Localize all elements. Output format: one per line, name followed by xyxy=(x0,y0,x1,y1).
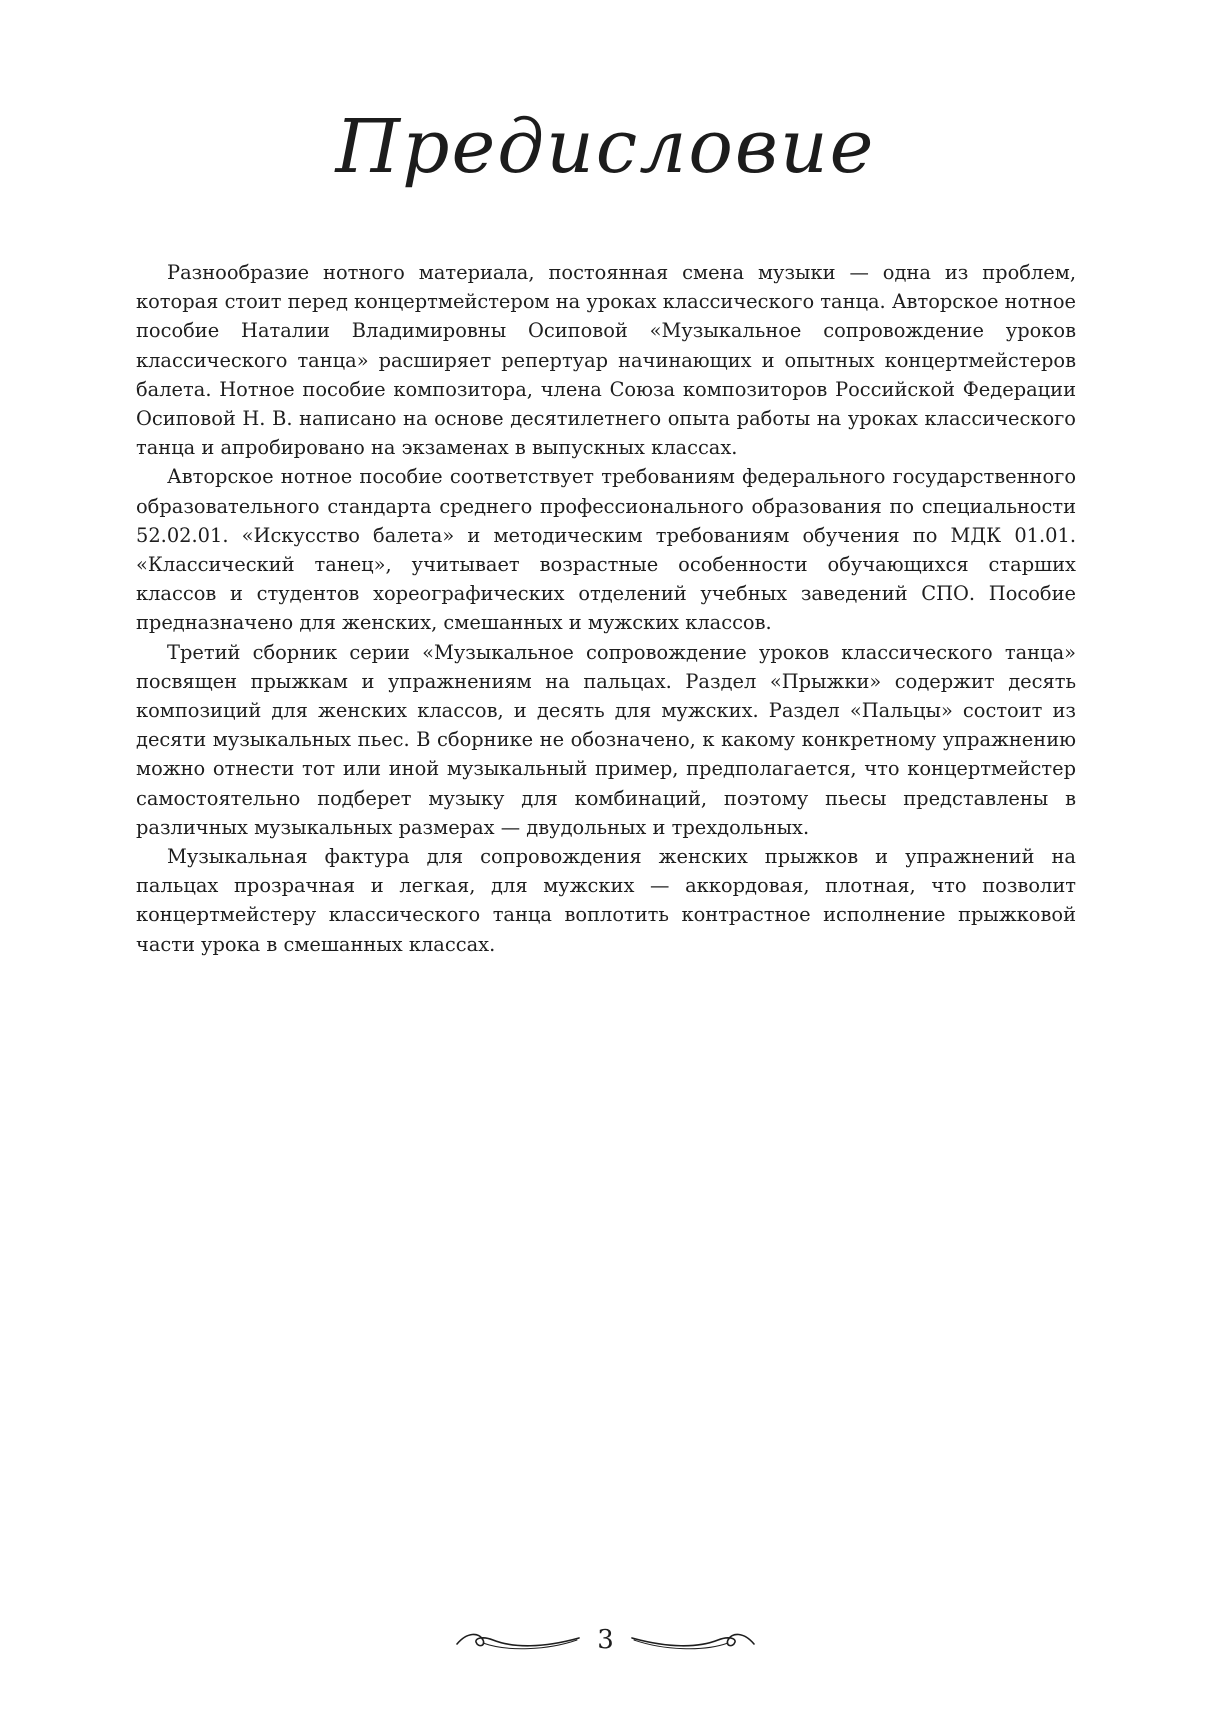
preface-body xyxy=(136,258,1076,959)
paragraph-4: Музыкальная фактура для сопровождения женских прыжков и упражнений на пальцах прозрачная и легкая, для мужских — аккордовая, плотная, что позволит концертмейстеру классического танца воплотить контрастное исполнение прыжковой части урока в смешанных классах. xyxy=(136,845,1076,956)
paragraph-2: Авторское нотное пособие соответствует требованиям федерального государственного образовательного стандарта среднего профессионального образования по специальности 52.02.01. «Искусство балета» и методическим требованиям обучения по МДК 01.01. «Классический танец», учитывает возрастные особенности обучающихся старших классов и студентов хореографических отделений учебных заведений СПО. Пособие предназначено для женских, смешанных и мужских классов. xyxy=(136,465,1076,635)
page-footer xyxy=(0,1620,1211,1660)
swirl-ornament-left-icon xyxy=(453,1626,583,1654)
paragraph-1: Разнообразие нотного материала, постоянная смена музыки — одна из проблем, которая стоит перед концертмейстером на уроках классического танца. Авторское нотное пособие Наталии Владимировны Осиповой «Музыкальное сопровождение уроков классического танца» расширяет репертуар начинающих и опытных концертмейстеров балета. Нотное пособие композитора, члена Союза композиторов Российской Федерации Осиповой Н. В. написано на основе десятилетнего опыта работы на уроках классического танца и апробировано на экзаменах в выпускных классах. xyxy=(136,261,1076,460)
swirl-ornament-right-icon xyxy=(628,1626,758,1654)
page-number: 3 xyxy=(597,1625,614,1655)
page-title: Предисловие xyxy=(335,104,876,190)
paragraph-3: Третий сборник серии «Музыкальное сопровождение уроков классического танца» посвящен прыжкам и упражнениям на пальцах. Раздел «Прыжки» содержит десять композиций для женских классов, и десять для мужских. Раздел «Пальцы» состоит из десяти музыкальных пьес. В сборнике не обозначено, к какому конкретному упражнению можно отнести тот или иной музыкальный пример, предполагается, что концертмейстер самостоятельно подберет музыку для комбинаций, поэтому пьесы представлены в различных музыкальных размерах — двудольных и трехдольных. xyxy=(136,640,1076,839)
